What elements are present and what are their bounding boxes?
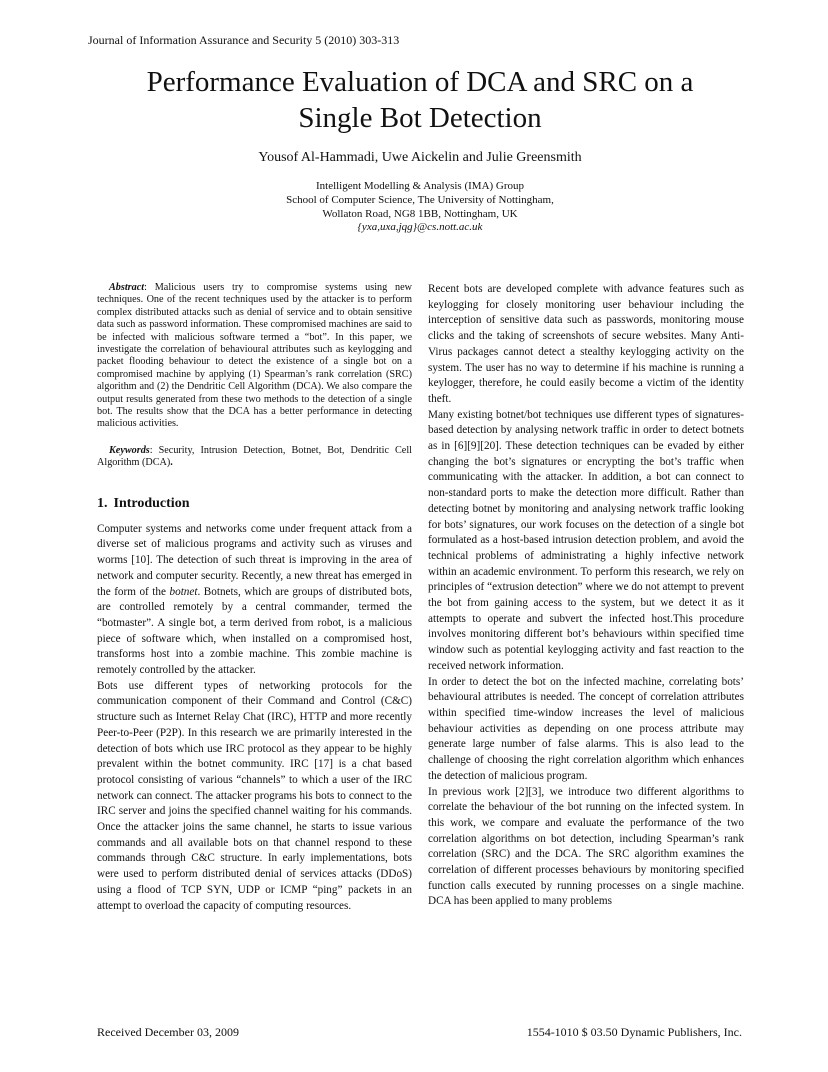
paper-title-line1: Performance Evaluation of DCA and SRC on a [146, 66, 694, 98]
keywords-end: . [170, 457, 173, 469]
abstract [97, 282, 412, 431]
section-title: Introduction [113, 495, 190, 511]
journal-header: Journal of Information Assurance and Security 5 (2010) 303-313 [88, 33, 400, 47]
left-column [97, 282, 412, 914]
section-number: 1. [97, 495, 108, 511]
intro-paragraph-1 [97, 522, 412, 679]
keywords [97, 445, 412, 470]
paper-title [60, 64, 780, 136]
received-date: Received December 03, 2009 [97, 1025, 239, 1039]
body-paragraph-6: In previous work [2][3], we introduce two different algorithms to correlate the behaviour of the bot running on the infected system. In this work, we compare and evaluate the performance of the two correlation algorithms on bot detection, including Spearman’s rank correlation (SRC) and the DCA. The SRC algorithm examines the correlation of different processes behaviours by monitoring specified function calls executed by running processes on a single machine. DCA has been applied to many problems [428, 785, 744, 908]
intro-p1-text-a: Computer systems and networks come under frequent attack from a diverse set of malicious programs and activity such as viruses and worms [10]. The detection of such threat is improving in the area of network and computer security. Recently, a new threat has emerged in the form of the [97, 522, 412, 598]
keywords-label: Keywords [109, 444, 150, 456]
paper-title-line2: Single Bot Detection [298, 102, 542, 134]
intro-p1-text-b: . Botnets, which are groups of distributed bots, are controlled remotely by a central commander, termed the “botmaster”. A single bot, a term derived from robot, is a malicious piece of software which, when installed on a compromised host, transforms host into a zombie machine. This zombie machine is remotely controlled by the attacker. [97, 585, 412, 677]
publisher-price: 1554-1010 $ 03.50 Dynamic Publishers, Inc. [526, 1025, 742, 1039]
affiliation-line2: School of Computer Science, The University of Nottingham, [286, 193, 554, 206]
right-column [428, 282, 744, 910]
intro-p1-emphasis: botnet [169, 585, 198, 598]
abstract-label: Abstract [109, 282, 145, 293]
body-paragraph-3: Recent bots are developed complete with advance features such as keylogging for closely monitoring user behaviour including the interception of sensitive data such as passwords, monitoring mouse clicks and the taking of screenshots of secure websites. Many Anti-Virus packages cannot detect a stealthy keylogging activity on the system. The user has no way to determine if his machine is running a keylogger, therefore, he could easily become a victim of the identity theft. [428, 283, 744, 405]
author-email: {yxa,uxa,jqg}@cs.nott.ac.uk [357, 221, 483, 234]
intro-paragraph-2: Bots use different types of networking protocols for the communication component of their Command and Control (C&C) structure such as Internet Relay Chat (IRC), HTTP and more recently Peer-to-Peer (P2P). In this research we are primarily interested in the detection of bots which use IRC protocol as they appear to be highly prevalent within the botnet community. IRC [17] is a chat based protocol consisting of various “channels” to which a user of the IRC network can connect. The attacker programs his bots to connect to the IRC server and joins the specified channel waiting for his commands. Once the attacker joins the same channel, he starts to issue various commands and all available bots on that channel respond to these commands through C&C structure. In early implementations, bots were used to perform distributed denial of services attacks (DDoS) using a flood of TCP SYN, UDP or ICMP “ping” packets in an attempt to overload the capacity of computing resources. [97, 679, 412, 912]
body-paragraph-5: In order to detect the bot on the infected machine, correlating bots’ behavioural attributes is needed. The concept of correlation attributes within specified time-window increases the level of malicious behaviour activities as depending on one process attribute may generate large number of false alarms. This is also lead to the challenge of choosing the right correlation algorithm which enhances the detection of malicious program. [428, 675, 744, 782]
body-paragraph-4: Many existing botnet/bot techniques use different types of signatures-based detection by analysing network traffic in order to detect botnets as in [6][9][20]. These detection techniques can be evaded by either changing the bot’s signatures or encrypting the bot’s traffic when communicating with the attacker. In addition, a bot can connect to non-standard ports to make the detection more difficult. Rather than detecting botnet by monitoring and analysing network traffic looking for bots’ signatures, our work focuses on the detection of a single bot formulated as a host-based intrusion detection problem, and avoid the technical problems of administrating a highly infective network within an academic environment. To perform this research, we rely on principles of “extrusion detection” where we do not attempt to prevent the bot from gaining access to the system, but we detect it as it attempts to operate and subvert the infected host.This procedure involves monitoring different bot’s behaviours within specified time window such as potential keylogging activity and fast reaction to the received network information. [428, 408, 744, 672]
affiliation-block [60, 180, 780, 235]
affiliation-line3: Wollaton Road, NG8 1BB, Nottingham, UK [322, 207, 518, 220]
keywords-text: : Security, Intrusion Detection, Botnet, Bot, Dendritic Cell Algorithm (DCA) [97, 444, 412, 469]
section-heading-introduction [97, 496, 412, 512]
author-list: Yousof Al-Hammadi, Uwe Aickelin and Julie Greensmith [258, 150, 582, 165]
affiliation-line1: Intelligent Modelling & Analysis (IMA) Group [315, 180, 525, 192]
abstract-text: : Malicious users try to compromise systems using new techniques. One of the recent techniques used by the attacker is to perform complex distributed attacks such as denial of service and to obtain sensitive data such as password information. These compromised machines are said to be infected with malicious software termed a “bot”. In this paper, we investigate the correlation of behavioural attributes such as keylogging and packet flooding behaviour to detect the existence of a single bot on a compromised machine by applying (1) Spearman’s rank correlation (SRC) algorithm and (2) the Dendritic Cell Algorithm (DCA). We also compare the output results generated from these two methods to the detection of a single bot. The results show that the DCA has a better performance in detecting malicious activities. [97, 282, 412, 430]
